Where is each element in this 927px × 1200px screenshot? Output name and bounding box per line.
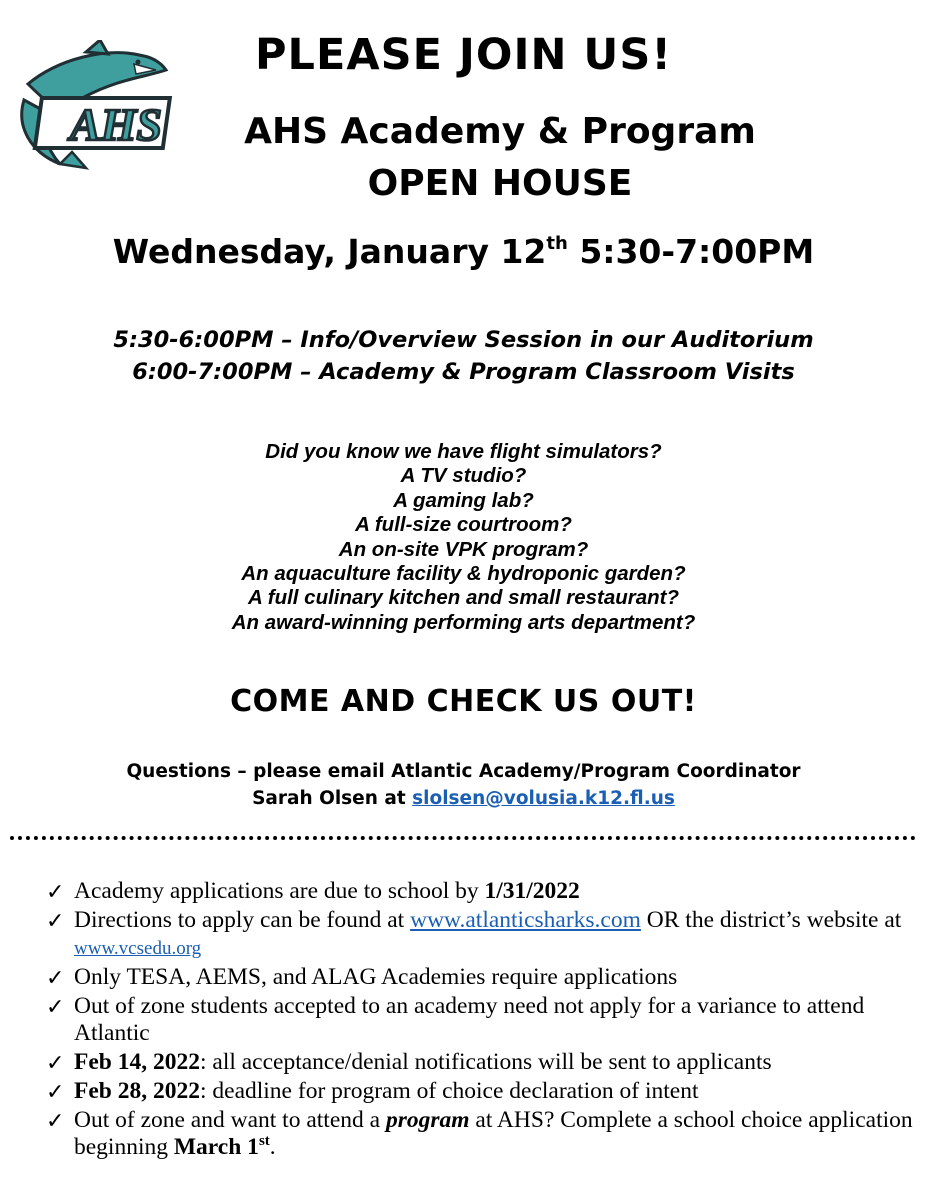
checkmark-icon: ✓	[46, 879, 65, 904]
feature-question: A full-size courtroom?	[355, 513, 572, 537]
event-title	[170, 106, 830, 210]
checklist-text: Academy applications are due to school by	[74, 878, 485, 904]
feature-questions	[0, 440, 927, 635]
contact-line2	[0, 785, 927, 812]
checklist-item	[44, 1107, 924, 1161]
vcsedu-link[interactable]: www.vcsedu.org	[74, 938, 202, 959]
schedule	[0, 324, 927, 388]
atlantic-sharks-link[interactable]: www.atlanticsharks.com	[410, 907, 641, 933]
event-date-suffix: th	[546, 233, 568, 254]
checklist-emphasis: program	[385, 1107, 470, 1133]
contact-name: Sarah Olsen at	[252, 788, 406, 809]
checkmark-icon: ✓	[46, 994, 65, 1019]
checkmark-icon: ✓	[46, 1079, 65, 1104]
feature-question: An aquaculture facility & hydroponic garden?	[241, 562, 686, 586]
feature-question: An on-site VPK program?	[338, 537, 589, 561]
feature-question: A full culinary kitchen and small restaurant?	[248, 586, 679, 610]
checklist-date: Feb 28, 2022	[74, 1078, 200, 1104]
call-to-action: COME AND CHECK US OUT!	[230, 684, 697, 719]
checklist-item	[44, 964, 924, 991]
checklist-text: .	[269, 1134, 276, 1160]
contact-info	[0, 758, 927, 812]
feature-question: A TV studio?	[400, 464, 527, 488]
checklist-date: Feb 14, 2022	[74, 1049, 200, 1075]
checklist-text: : all acceptance/denial notifications will be sent to applicants	[199, 1049, 772, 1075]
email-link[interactable]: slolsen@volusia.k12.fl.us	[412, 788, 675, 809]
checklist-item	[44, 878, 924, 905]
event-title-line2: OPEN HOUSE	[367, 163, 633, 204]
checklist-text: Out of zone and want to attend a	[74, 1107, 386, 1133]
checkmark-icon: ✓	[46, 965, 65, 990]
checkmark-icon: ✓	[46, 908, 65, 933]
checklist-date: 1/31/2022	[484, 878, 580, 904]
info-checklist	[44, 878, 924, 1163]
feature-question: Did you know we have flight simulators?	[265, 440, 662, 463]
checkmark-icon: ✓	[46, 1050, 65, 1075]
checklist-text: Only TESA, AEMS, and ALAG Academies require applications	[74, 964, 678, 990]
feature-question: A gaming lab?	[393, 488, 534, 512]
contact-line1: Questions – please email Atlantic Academy/Program Coordinator	[126, 761, 801, 782]
checklist-text: : deadline for program of choice declaration of intent	[199, 1078, 699, 1104]
checklist-item	[44, 907, 924, 962]
checklist-text: at AHS? Complete a school choice application beginning	[74, 1107, 913, 1160]
logo-text: AHS	[69, 99, 163, 150]
checklist-text: Directions to apply can be found at	[74, 907, 411, 933]
event-title-line1: AHS Academy & Program	[244, 111, 756, 152]
checklist-item	[44, 1049, 924, 1076]
checkmark-icon: ✓	[46, 1108, 65, 1133]
event-date	[0, 232, 927, 271]
dotted-divider	[10, 836, 916, 840]
checklist-text: OR the district’s website at	[640, 907, 902, 933]
checklist-date: March 1	[173, 1134, 259, 1160]
checklist-date-suffix: st	[258, 1133, 270, 1149]
event-date-main: Wednesday, January 12	[112, 232, 547, 271]
schedule-item: 6:00-7:00PM – Academy & Program Classroom Visits	[132, 359, 795, 385]
event-time: 5:30-7:00PM	[579, 232, 815, 271]
checklist-item	[44, 1078, 924, 1105]
schedule-item: 5:30-6:00PM – Info/Overview Session in our Auditorium	[113, 327, 814, 353]
page-title: PLEASE JOIN US!	[255, 30, 672, 80]
feature-question: An award-winning performing arts department?	[231, 610, 696, 634]
checklist-text: Out of zone students accepted to an academy need not apply for a variance to attend Atlantic	[74, 993, 865, 1046]
checklist-item	[44, 993, 924, 1047]
